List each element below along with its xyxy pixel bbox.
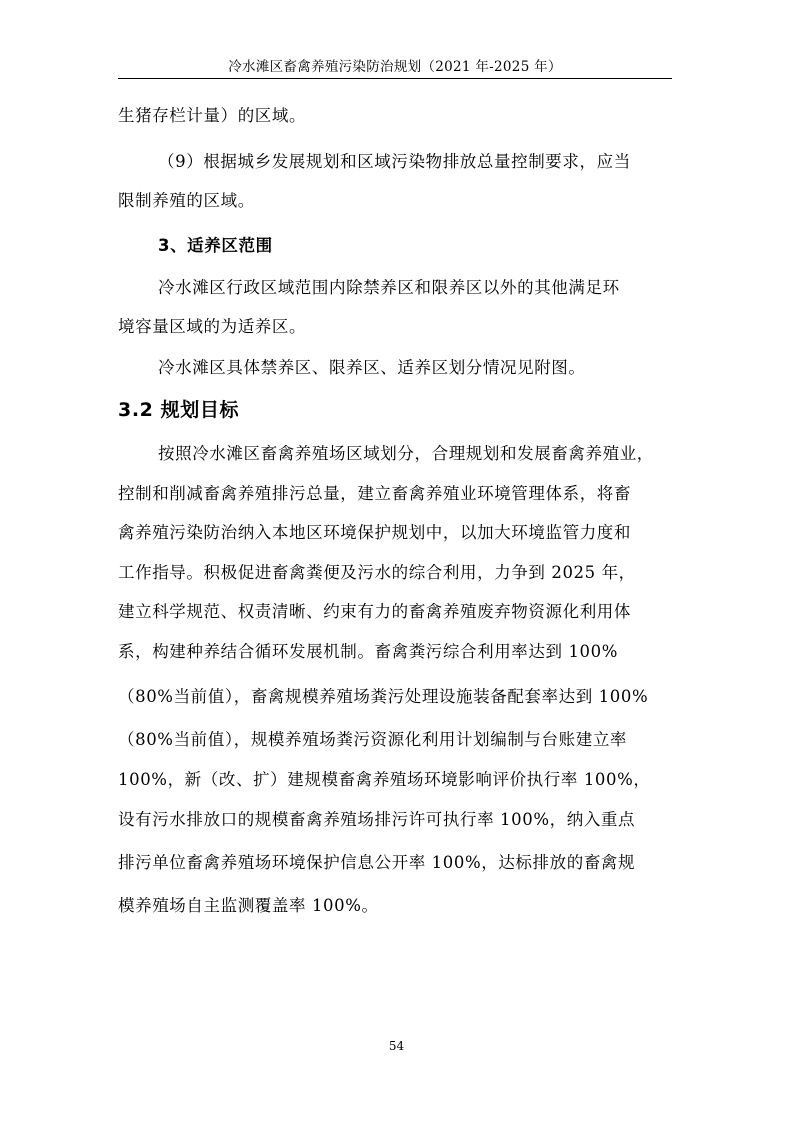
paragraph-line: 设有污水排放口的规模畜禽养殖场排污许可执行率 100%，纳入重点 (118, 810, 636, 829)
paragraph-line: 按照冷水滩区畜禽养殖场区域划分，合理规划和发展畜禽养殖业， (158, 444, 654, 463)
text-line: 境容量区域的为适养区。 (118, 317, 307, 336)
text-line: 冷水滩区行政区域范围内除禁养区和限养区以外的其他满足环 (158, 278, 620, 297)
text-line: 限制养殖的区域。 (118, 191, 255, 210)
paragraph-line: 排污单位畜禽养殖场环境保护信息公开率 100%，达标排放的畜禽规 (118, 853, 636, 872)
text-line: 生猪存栏计量）的区域。 (118, 106, 307, 125)
paragraph-line: 系，构建种养结合循环发展机制。畜禽粪污综合利用率达到 100% (118, 642, 619, 661)
page-header-title: 冷水滩区畜禽养殖污染防治规划（2021 年-2025 年） (228, 59, 562, 75)
paragraph-line: 禽养殖污染防治纳入本地区环境保护规划中，以加大环境监管力度和 (118, 523, 631, 542)
text-line: （9）根据城乡发展规划和区域污染物排放总量控制要求，应当 (158, 152, 631, 171)
paragraph-line: 100%，新（改、扩）建规模畜禽养殖场环境影响评价执行率 100%， (118, 770, 651, 789)
paragraph-line: （80%当前值），规模养殖场粪污资源化利用计划编制与台账建立率 (118, 730, 628, 749)
paragraph-line: 控制和削减畜禽养殖排污总量，建立畜禽养殖业环境管理体系，将畜 (118, 484, 631, 503)
text-line: 冷水滩区具体禁养区、限养区、适养区划分情况见附图。 (158, 358, 586, 377)
paragraph-line: 建立科学规范、权责清晰、约束有力的畜禽养殖废弃物资源化利用体 (118, 602, 631, 621)
section-heading-2: 3.2 规划目标 (118, 399, 240, 421)
header-divider (118, 78, 672, 79)
section-heading-3: 3、适养区范围 (158, 236, 273, 255)
paragraph-line: 工作指导。积极促进畜禽粪便及污水的综合利用，力争到 2025 年， (118, 563, 636, 582)
page-number: 54 (388, 1039, 405, 1053)
paragraph-line: 模养殖场自主监测覆盖率 100%。 (118, 896, 379, 915)
paragraph-line: （80%当前值），畜禽规模养殖场粪污处理设施装备配套率达到 100% (118, 687, 649, 706)
